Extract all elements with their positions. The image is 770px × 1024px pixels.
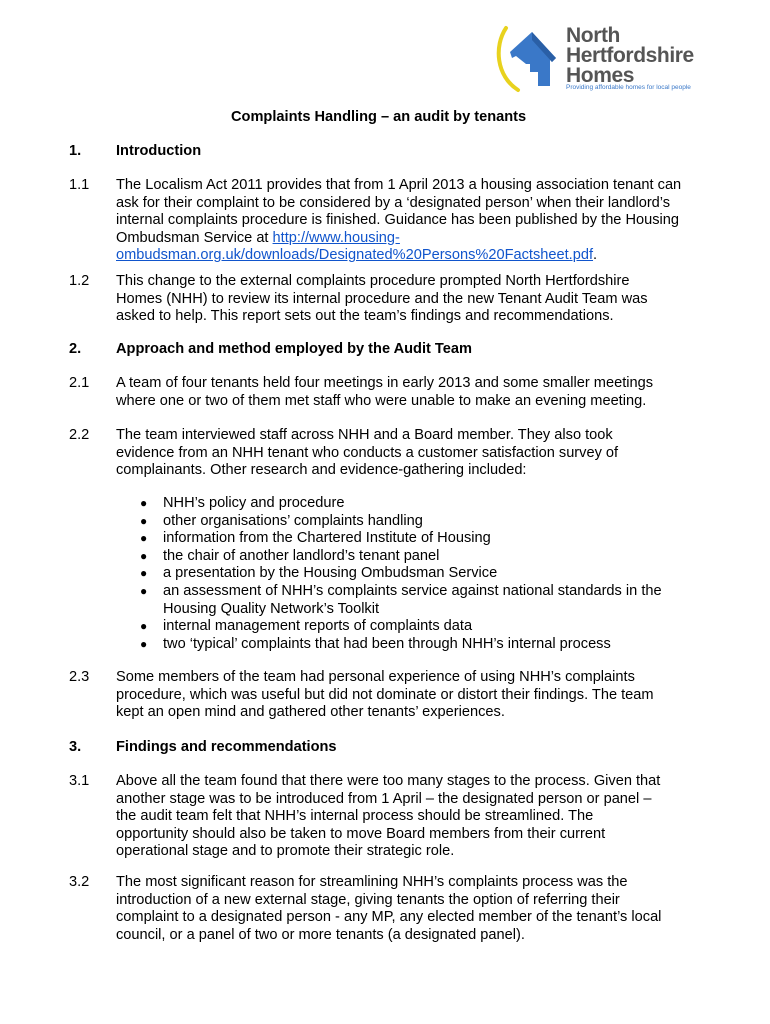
- paragraph-line: ask for their complaint to be considered by a ‘designated person’ when their landlord’s: [116, 194, 671, 211]
- bullet-icon: ●: [140, 531, 148, 546]
- paragraph-line: The most significant reason for streamlining NHH’s complaints process was the: [116, 874, 628, 890]
- bullet-icon: ●: [140, 583, 148, 598]
- paragraph-line: introduction of a new external stage, giving tenants the option of referring their: [116, 891, 620, 908]
- paragraph-line: kept an open mind and gathered other tenants’ experiences.: [116, 704, 505, 721]
- section-2-heading: Approach and method employed by the Audit Team: [116, 341, 472, 357]
- paragraph-line: [116, 230, 716, 248]
- paragraph-line: internal complaints procedure is finished. Guidance has been published by the Housing: [116, 212, 680, 229]
- link-suffix: .: [593, 247, 598, 264]
- paragraph-line: [116, 247, 716, 265]
- list-item: [140, 548, 710, 566]
- paragraph-line: complaint to a designated person - any MP, any elected member of the tenant’s local: [116, 909, 662, 926]
- paragraph-2-1: [116, 375, 716, 410]
- paragraph-2-3-number: 2.3: [69, 669, 90, 685]
- paragraph-2-3: [116, 669, 716, 722]
- list-item: [140, 513, 710, 531]
- document-title: Complaints Handling – an audit by tenants: [231, 109, 527, 125]
- list-item: [140, 565, 710, 583]
- list-item: [140, 636, 710, 654]
- paragraph-line: Homes (NHH) to review its internal procedure and the new Tenant Audit Team was: [116, 290, 648, 307]
- paragraph-1-2-number: 1.2: [69, 273, 90, 289]
- bullet-text: NHH’s policy and procedure: [163, 495, 345, 511]
- bullet-icon: ●: [140, 636, 148, 651]
- paragraph-3-2-number: 3.2: [69, 874, 90, 890]
- bullet-text: two ‘typical’ complaints that had been through NHH’s internal process: [163, 635, 611, 652]
- bullet-text: internal management reports of complaints data: [163, 618, 473, 635]
- paragraph-line: The team interviewed staff across NHH and a Board member. They also took: [116, 427, 613, 443]
- logo-line-1: North: [566, 24, 620, 47]
- section-1-number: 1.: [69, 143, 82, 159]
- logo-line-3: Homes: [566, 64, 635, 87]
- paragraph-line: A team of four tenants held four meetings in early 2013 and some smaller meetings: [116, 375, 654, 391]
- bullet-icon: ●: [140, 513, 148, 528]
- paragraph-line: This change to the external complaints procedure prompted North Hertfordshire: [116, 273, 630, 289]
- nhh-logo: [492, 24, 712, 94]
- bullet-icon: ●: [140, 566, 148, 581]
- list-item: [140, 583, 710, 618]
- bullet-text: other organisations’ complaints handling: [163, 512, 423, 529]
- paragraph-1-2: [116, 273, 716, 326]
- paragraph-line: the audit team felt that NHH’s internal process should be streamlined. The: [116, 808, 594, 825]
- house-logo-icon: [492, 24, 566, 94]
- section-1-heading: Introduction: [116, 143, 202, 159]
- list-item: [140, 495, 710, 513]
- evidence-bullet-list: [140, 495, 710, 653]
- list-item: [140, 530, 710, 548]
- paragraph-line: asked to help. This report sets out the team’s findings and recommendations.: [116, 308, 614, 325]
- link-prefix: Ombudsman Service at: [116, 229, 273, 246]
- logo-line-2: Hertfordshire: [566, 44, 694, 67]
- ombudsman-link-part-2[interactable]: ombudsman.org.uk/downloads/Designated%20Persons%20Factsheet.pdf: [116, 247, 594, 264]
- paragraph-1-1: [116, 177, 716, 265]
- logo-tagline: Providing affordable homes for local people: [566, 84, 691, 91]
- bullet-text: a presentation by the Housing Ombudsman Service: [163, 565, 498, 582]
- bullet-icon: ●: [140, 619, 148, 634]
- paragraph-3-1: [116, 773, 716, 861]
- paragraph-3-2: [116, 874, 716, 944]
- paragraph-2-1-number: 2.1: [69, 375, 90, 391]
- paragraph-1-1-number: 1.1: [69, 177, 90, 193]
- bullet-text: an assessment of NHH’s complaints service against national standards in the: [163, 582, 662, 599]
- bullet-text: the chair of another landlord’s tenant panel: [163, 547, 440, 564]
- paragraph-line: Some members of the team had personal experience of using NHH’s complaints: [116, 669, 635, 685]
- bullet-text: information from the Chartered Institute of Housing: [163, 530, 491, 547]
- bullet-text: Housing Quality Network’s Toolkit: [163, 600, 380, 617]
- bullet-icon: ●: [140, 548, 148, 563]
- logo-wordmark: [566, 26, 716, 86]
- paragraph-2-2: [116, 427, 716, 480]
- paragraph-3-1-number: 3.1: [69, 773, 90, 789]
- paragraph-line: complainants. Other research and evidence-gathering included:: [116, 462, 527, 479]
- paragraph-line: council, or a panel of two or more tenants (a designated panel).: [116, 926, 525, 943]
- section-2-number: 2.: [69, 341, 82, 357]
- paragraph-line: another stage was to be introduced from 1 April – the designated person or panel –: [116, 790, 652, 807]
- ombudsman-link-part-1[interactable]: http://www.housing-: [272, 229, 400, 246]
- paragraph-line: Above all the team found that there were too many stages to the process. Given that: [116, 773, 661, 789]
- paragraph-line: procedure, which was useful but did not dominate or distort their findings. The team: [116, 686, 654, 703]
- section-3-number: 3.: [69, 739, 82, 755]
- paragraph-line: opportunity should also be taken to move Board members from their current: [116, 825, 606, 842]
- paragraph-line: operational stage and to promote their strategic role.: [116, 843, 455, 860]
- section-3-heading: Findings and recommendations: [116, 739, 337, 755]
- bullet-icon: ●: [140, 496, 148, 510]
- list-item: [140, 618, 710, 636]
- paragraph-2-2-number: 2.2: [69, 427, 90, 443]
- paragraph-line: where one or two of them met staff who were unable to make an evening meeting.: [116, 392, 647, 409]
- paragraph-line: The Localism Act 2011 provides that from 1 April 2013 a housing association tenant can: [116, 177, 682, 193]
- paragraph-line: evidence from an NHH tenant who conducts a customer satisfaction survey of: [116, 444, 619, 461]
